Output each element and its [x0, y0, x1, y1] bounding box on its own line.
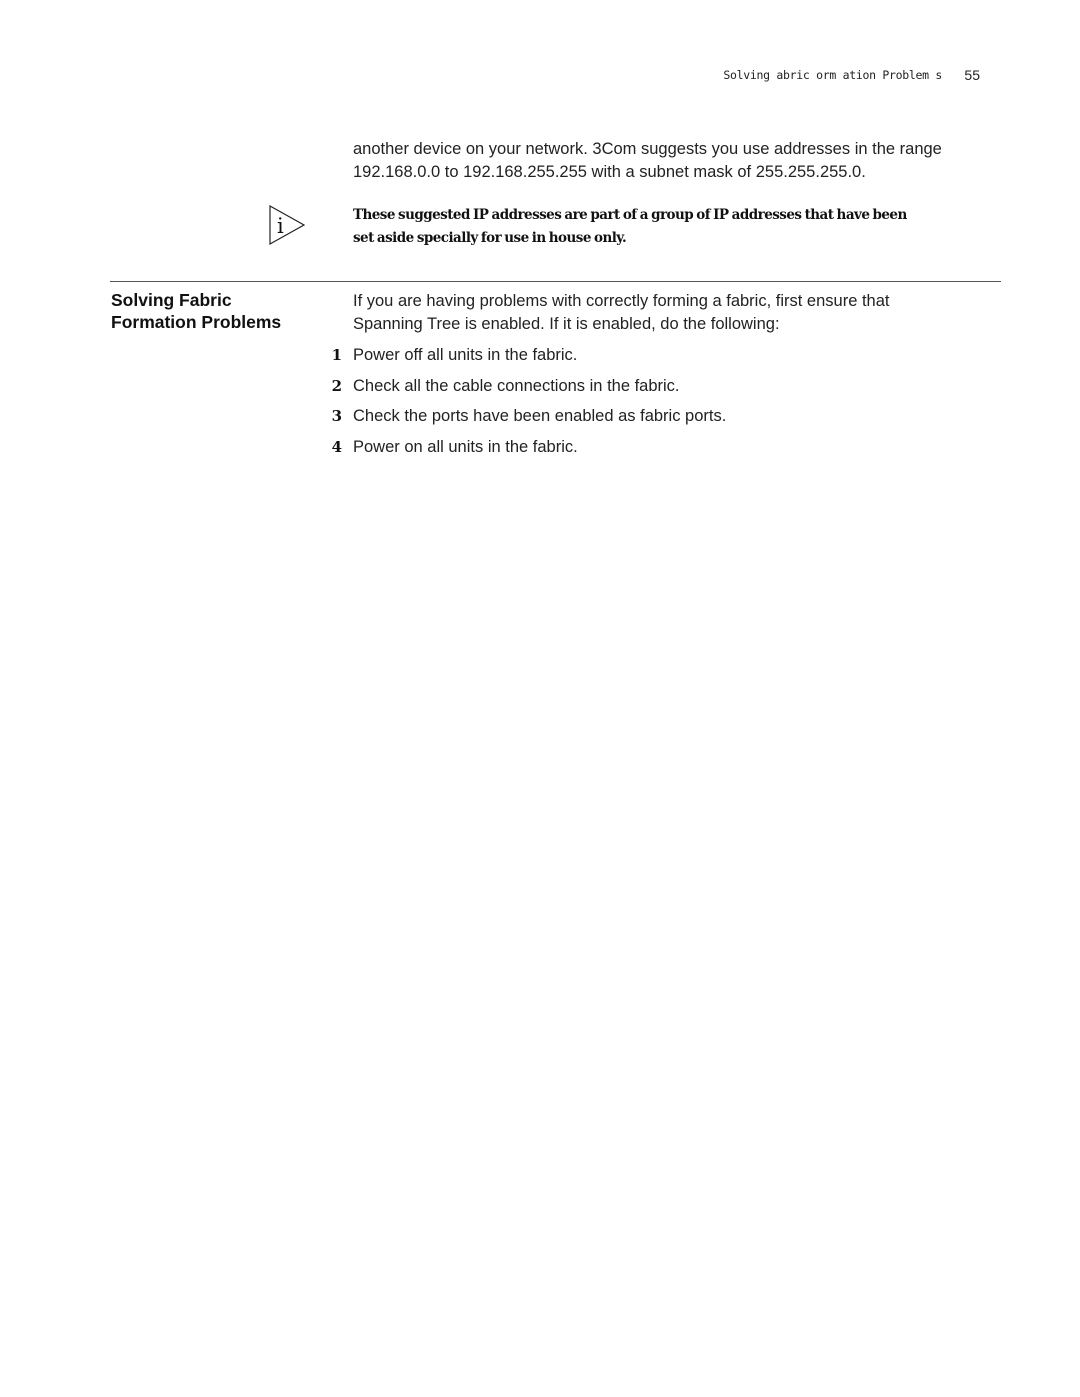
intro-paragraph: [353, 138, 1003, 184]
running-header-title: Solving abric orm ation Problem s: [723, 67, 942, 82]
intro-line-2: 192.168.0.0 to 192.168.255.255 with a subnet mask of 255.255.255.0.: [353, 163, 866, 181]
section-body-line-1: If you are having problems with correctly forming a fabric, first ensure that: [353, 292, 890, 310]
list-item: [320, 344, 1000, 375]
section-body: [353, 290, 1003, 335]
note-text: [353, 204, 1013, 250]
section-body-line-2: Spanning Tree is enabled. If it is enabled, do the following:: [353, 314, 780, 333]
step-number: 4: [331, 437, 342, 456]
list-item: [320, 375, 1000, 406]
running-header: [600, 66, 980, 88]
step-number: 1: [331, 346, 342, 364]
step-text: Power off all units in the fabric.: [353, 346, 578, 364]
step-number: 3: [331, 407, 342, 425]
list-item: [320, 436, 1000, 467]
section-heading-line-1: Solving Fabric: [111, 290, 232, 310]
section-heading: [111, 289, 331, 333]
step-number: 2: [331, 376, 342, 395]
intro-line-1: another device on your network. 3Com suggests you use addresses in the range: [353, 140, 942, 158]
step-text: Check the ports have been enabled as fabric ports.: [353, 407, 727, 425]
steps-list: [320, 344, 1000, 466]
step-text: Check all the cable connections in the fabric.: [353, 376, 680, 395]
info-note-icon: [267, 203, 309, 247]
svg-text:i: i: [277, 214, 284, 238]
note-line-2: set aside specially for use in house only.: [353, 230, 627, 246]
step-text: Power on all units in the fabric.: [353, 437, 578, 456]
page-number: 55: [964, 66, 980, 83]
note-line-1: These suggested IP addresses are part of a group of IP addresses that have been: [353, 207, 907, 223]
list-item: [320, 405, 1000, 436]
section-divider: [110, 281, 1001, 282]
section-heading-line-2: Formation Problems: [111, 312, 282, 332]
